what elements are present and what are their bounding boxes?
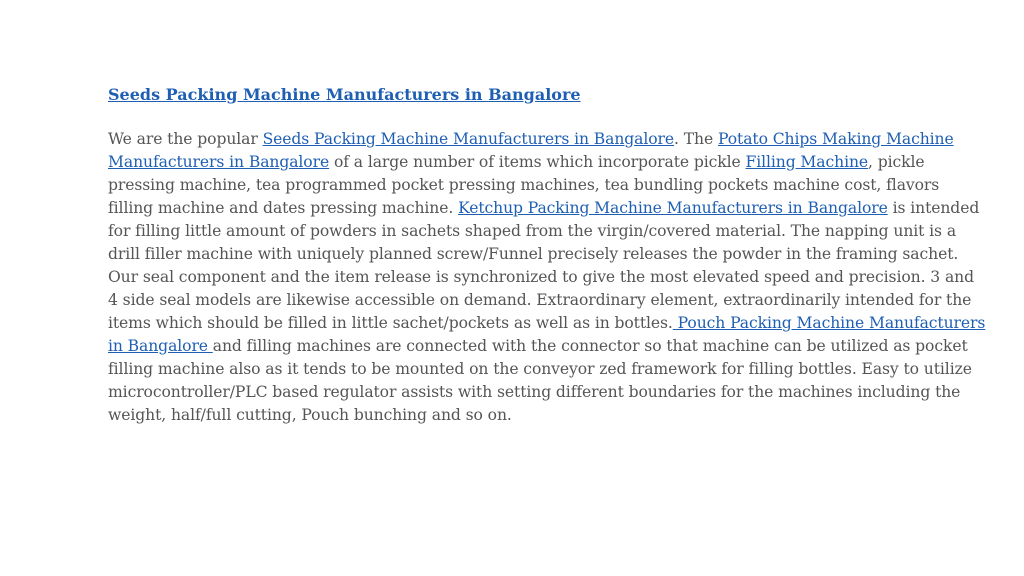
paragraph-text: of a large number of items which incorporate pickle (329, 153, 746, 171)
pouch-packing-link[interactable]: Pouch Packing Machine Manufacturers in Bangalore (108, 314, 986, 355)
paragraph-text: We are the popular (108, 130, 263, 148)
paragraph-text: is intended for filling little amount of powders in sachets shaped from the virgin/covered material. The napping unit is a drill filler machine with uniquely planned screw/Funnel precisely releases the powder in the framing sachet. Our seal component and the item release is synchronized to give the most elevated speed and precision. 3 and 4 side seal models are likewise accessible on demand. Extraordinary element, extraordinarily intended for the items which should be filled in little sachet/pockets as well as in bottles. (108, 199, 980, 332)
seeds-packing-link[interactable]: Seeds Packing Machine Manufacturers in Bangalore (262, 130, 675, 148)
ketchup-packing-link[interactable]: Ketchup Packing Machine Manufacturers in Bangalore (458, 199, 888, 217)
paragraph-text: and filling machines are connected with the connector so that machine can be utilized as pocket filling machine also as it tends to be mounted on the conveyor zed framework for filling bottles. Easy to utilize microcontroller/PLC based regulator assists with setting different boundaries for the machines including the weight, half/full cutting, Pouch bunching and so on. (108, 337, 972, 424)
slide-content (108, 84, 988, 427)
paragraph-text: . The (674, 130, 718, 148)
paragraph-text: , pickle pressing machine, tea programmed pocket pressing machines, tea bundling pockets machine cost, flavors filling machine and dates pressing machine. (108, 153, 940, 217)
heading-link[interactable]: Seeds Packing Machine Manufacturers in Bangalore (108, 85, 581, 104)
body-paragraph (108, 128, 988, 427)
filling-machine-link[interactable]: Filling Machine (745, 153, 869, 171)
potato-chips-link[interactable]: Potato Chips Making Machine Manufacturers in Bangalore (108, 130, 954, 171)
page-title (108, 84, 988, 106)
